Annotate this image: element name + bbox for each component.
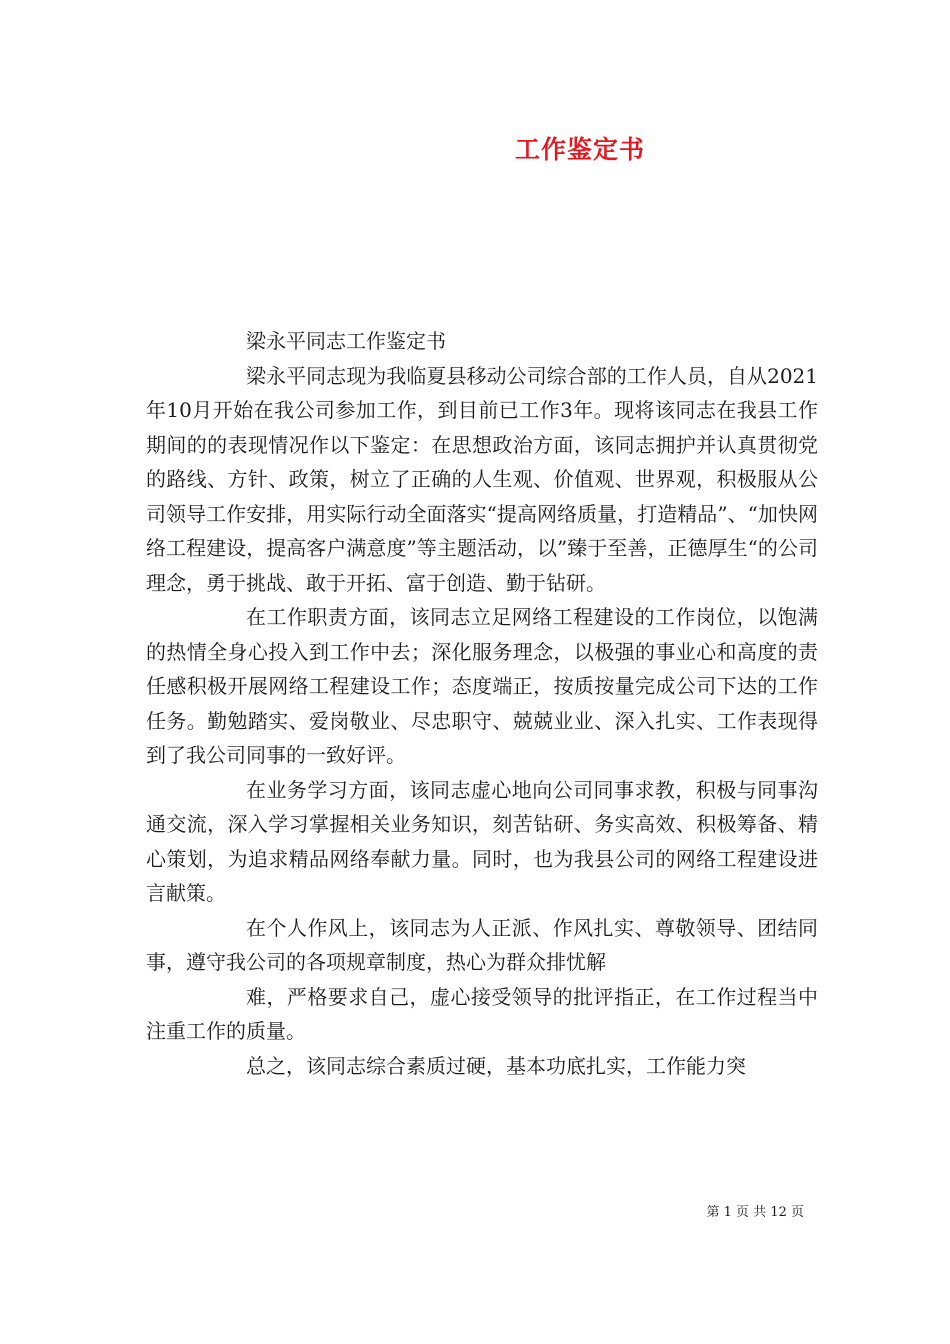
document-subtitle: 梁永平同志工作鉴定书: [246, 329, 446, 353]
paragraph-study: 在业务学习方面，该同志虚心地向公司同事求教，积极与同事沟通交流，深入学习掌握相关业务知识，刻苦钻研、务实高效、积极筹备、精心策划，为追求精品网络奉献力量。同时，也为我县公司的网络工程建设进言献策。: [146, 777, 818, 905]
document-title: 工作鉴定书: [514, 135, 645, 164]
paragraph-conduct-continued: 难，严格要求自己，虚心接受领导的批评指正，在工作过程当中注重工作的质量。: [146, 984, 818, 1043]
paragraph-summary: 总之，该同志综合素质过硬，基本功底扎实，工作能力突: [246, 1053, 746, 1078]
paragraph-intro: 梁永平同志现为我临夏县移动公司综合部的工作人员，自从2021年10月开始在我公司参加工作，到目前已工作3年。现将该同志在我县工作期间的的表现情况作以下鉴定：在思想政治方面，该同志拥护并认真贯彻党的路线、方针、政策，树立了正确的人生观、价值观、世界观，积极服从公司领导工作安排，用实际行动全面落实“提高网络质量，打造精品”、“加快网络工程建设，提高客户满意度”等主题活动，以”臻于至善，正德厚生“的公司理念，勇于挑战、敢于开拓、富于创造、勤于钻研。: [146, 363, 818, 595]
document-body: [146, 324, 818, 1083]
page-number: 第 1 页 共 12 页: [706, 1205, 804, 1220]
paragraph-duties: 在工作职责方面，该同志立足网络工程建设的工作岗位，以饱满的热情全身心投入到工作中去；深化服务理念，以极强的事业心和高度的责任感积极开展网络工程建设工作；态度端正，按质按量完成公司下达的工作任务。勤勉踏实、爱岗敬业、尽忠职守、兢兢业业、深入扎实、工作表现得到了我公司同事的一致好评。: [146, 605, 818, 767]
paragraph-conduct: 在个人作风上，该同志为人正派、作风扎实、尊敬领导、团结同事，遵守我公司的各项规章制度，热心为群众排忧解: [146, 915, 818, 974]
